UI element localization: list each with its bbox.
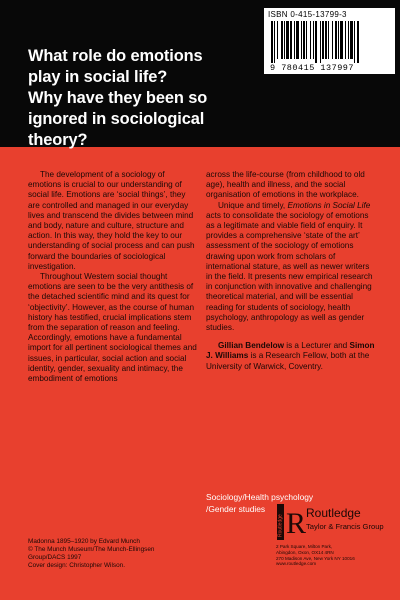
barcode-bar <box>315 21 317 63</box>
barcode-bar <box>296 21 299 59</box>
barcode-bar <box>306 21 307 59</box>
headline-line: What role do emotions <box>28 47 203 65</box>
barcode-bar <box>274 21 275 63</box>
barcode-bar <box>350 21 353 59</box>
subject-line: /Gender studies <box>206 504 266 514</box>
barcode-bar <box>290 21 292 59</box>
headline-line: Why have they been so <box>28 89 208 107</box>
barcode-bar <box>313 21 314 59</box>
headline-line: play in social life? <box>28 68 168 86</box>
headline-line: theory? <box>28 131 88 149</box>
address-line: Abingdon, Oxon, OX14 4RN <box>276 549 334 555</box>
blurb-paragraph: Throughout Western social thought emotions are seen to be the very antithesis of the detached scientific mind and its quest for ‘objectivity’. However, as the course of human history has testified, crucial implications stem from the separation of reason and feeling. Accordingly, emotions have a fundamental import for all pertinent sociological themes and issues, in particular, social action and social identity, gender, sexuality and intimacy, the embodiment of emotions <box>28 272 197 384</box>
cover-credits <box>28 538 218 570</box>
barcode-bar <box>338 21 339 59</box>
author-name: Gillian Bendelow <box>218 341 284 351</box>
credit-line: Madonna 1895–1920 by Edvard Munch <box>28 538 140 545</box>
publisher-block <box>276 503 396 543</box>
blurb-text: Unique and timely, <box>218 200 288 210</box>
barcode-bar <box>322 21 324 59</box>
blurb-paragraph: The development of a sociology of emotions is crucial to our understanding of social life. Emotions are ‘social things’, they are controlled and managed in our everyday lives and transcend the divides between mind and body, nature and culture, structure and action. In this way, they hold the key to our understanding of social process and can push forward the boundaries of sociological investigation. <box>28 170 195 271</box>
barcode-bar <box>303 21 305 59</box>
barcode-bar <box>310 21 311 59</box>
subject-line: Sociology/Health psychology <box>206 492 314 502</box>
barcode-bar <box>345 21 346 59</box>
blurb-text: acts to consolidate the sociology of emotions as a legitimate and viable field of enquiry. It provides a comprehensive ‘state of the art’ assessment of the sociology of emotions drawing upon work from scholars of international stature, as well as newer writers in the field. It presents new empirical research in conjunction with innovative and challenging theoretical material, and will be essential reading for students of sociology, health psychology, anthropology as well as gender studies. <box>206 210 373 333</box>
credit-line: © The Munch Museum/The Munch-Ellingsen <box>28 546 155 553</box>
publisher-address <box>276 544 396 567</box>
barcode-bar <box>271 21 273 63</box>
isbn-label: ISBN 0-415-13799-3 <box>268 10 347 19</box>
bio-text: is a Research Fellow, both at the University of Warwick, Coventry. <box>206 351 370 371</box>
publisher-name: Routledge <box>306 506 361 520</box>
barcode-bar <box>294 21 295 59</box>
author-bio <box>206 341 376 372</box>
barcode-bar <box>301 21 302 59</box>
blurb-paragraph <box>206 201 376 334</box>
credit-line: Group/DACS 1997 <box>28 554 82 561</box>
barcode-bar <box>284 21 285 59</box>
barcode-bar <box>328 21 329 59</box>
barcode-bar <box>320 21 321 63</box>
barcode-bar <box>335 21 337 59</box>
publisher-subtitle: Taylor & Francis Group <box>306 522 384 531</box>
book-title: Emotions in Social Life <box>287 200 371 210</box>
barcode-number: 9 780415 137997 <box>270 63 355 73</box>
bio-text: is a Lecturer and <box>283 341 350 351</box>
address-line: 2 Park Square, Milton Park, <box>276 544 333 549</box>
routledge-logo-icon <box>276 503 307 541</box>
barcode-bar <box>325 21 327 59</box>
address-line: 270 Madison Ave, New York NY 10016 <box>276 555 355 561</box>
barcode-bar <box>286 21 289 59</box>
barcode-bar <box>332 21 333 59</box>
address-line: www.routledge.com <box>276 561 317 567</box>
blurb-left-column <box>28 170 198 384</box>
barcode-bar <box>357 21 359 63</box>
logo-letter: R <box>286 507 307 540</box>
barcode-bar <box>277 21 278 59</box>
barcode-bar <box>340 21 343 59</box>
blurb-right-column <box>206 170 376 372</box>
barcode-bar <box>348 21 349 59</box>
blurb-paragraph: across the life-course (from childhood to old age), health and illness, and the social organisation of emotions in the workplace. <box>206 170 365 200</box>
barcode-bar <box>354 21 355 63</box>
svg-text:Routledge: Routledge <box>277 514 284 537</box>
back-cover-headline <box>28 46 258 151</box>
credit-line: Cover design: Christopher Wilson. <box>28 562 125 569</box>
barcode-bar <box>281 21 283 59</box>
barcode-bars <box>270 21 390 63</box>
isbn-barcode <box>264 8 395 74</box>
author-name: Simon J. Williams <box>206 341 375 361</box>
headline-line: ignored in sociological <box>28 110 205 128</box>
